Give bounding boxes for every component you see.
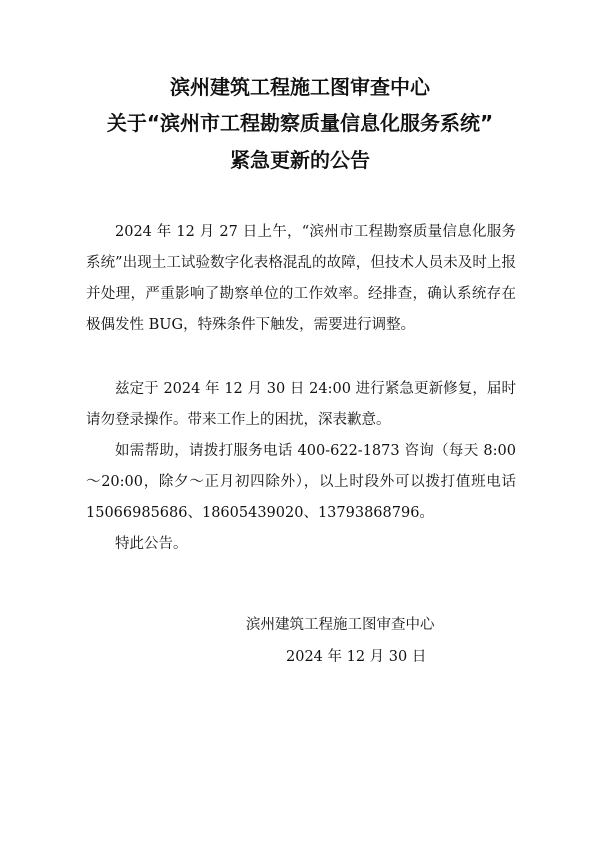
notice-title-line-1: 滨州建筑工程施工图审查中心 [170,75,430,99]
paragraph-incident: 2024 年 12 月 27 日上午，“滨州市工程勘察质量信息化服务系统”出现土工试验数字化表格混乱的故障，但技术人员未及时上报并处理，严重影响了勘察单位的工作效率。经排查，确认系统存在极偶发性 BUG，特殊条件下触发，需要进行调整。 [86,223,516,333]
paragraph-help-contact: 如需帮助，请拨打服务电话 400-622-1873 咨询（每天 8:00～20:00，除夕～正月初四除外），以上时段外可以拨打值班电话 15066985686、18605439020、13793868796。 [86,442,516,521]
paragraph-closing: 特此公告。 [115,535,188,552]
signature-date: 2024 年 12 月 30 日 [286,649,427,665]
paragraph-update-schedule: 兹定于 2024 年 12 月 30 日 24:00 进行紧急更新修复，届时请勿登录操作。带来工作上的困扰，深表歉意。 [86,380,516,428]
signature-organization: 滨州建筑工程施工图审查中心 [246,617,435,633]
notice-title-line-2: 关于“滨州市工程勘察质量信息化服务系统” [106,111,494,135]
notice-title-line-3: 紧急更新的公告 [230,148,370,172]
